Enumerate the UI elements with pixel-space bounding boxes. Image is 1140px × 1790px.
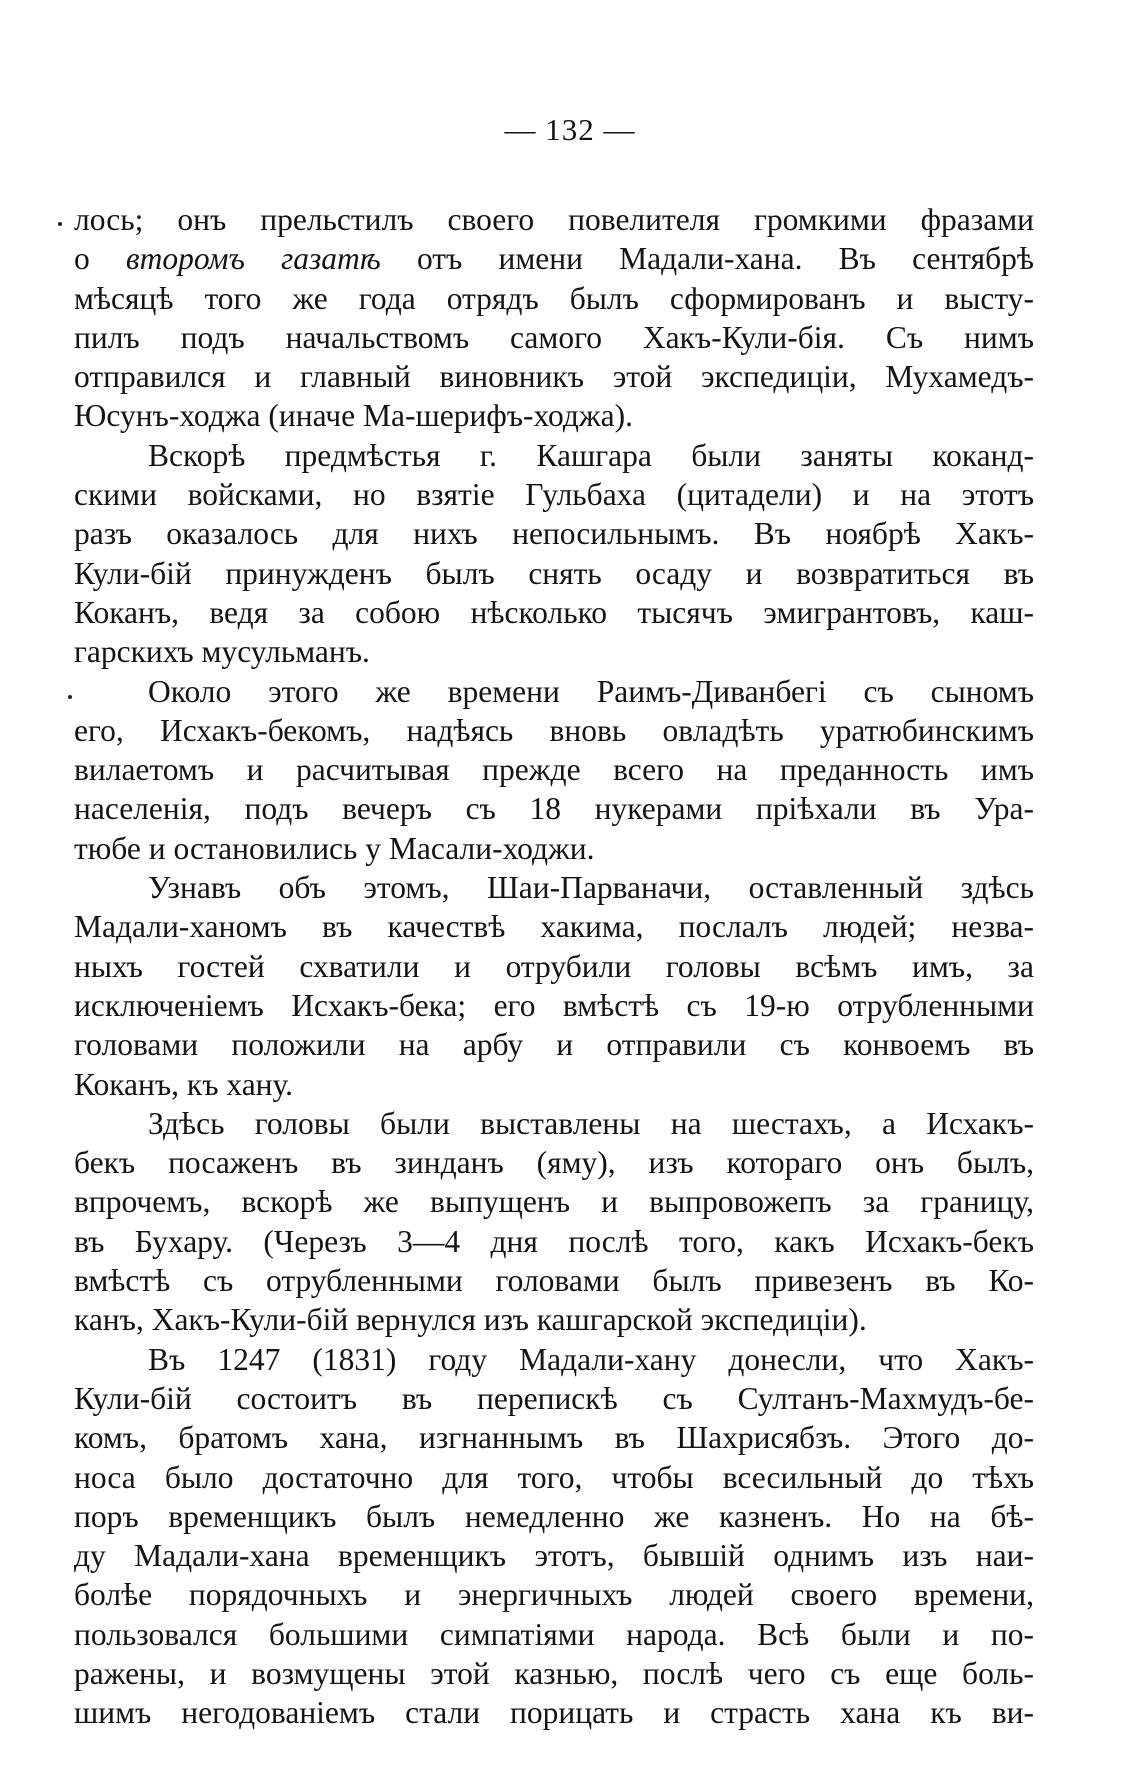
text-line (74, 318, 1034, 357)
text-line (74, 436, 1034, 475)
text-line (74, 514, 1034, 553)
text-line (74, 593, 1034, 632)
text-span: ныхъ гостей схватили и отрубили головы всѣмъ имъ, за (74, 948, 1034, 984)
text-span: лось; онъ прельстилъ своего повелителя громкими фразами (74, 202, 1034, 237)
text-span: Около этого же времени Раимъ-Диванбегі съ сыномъ (148, 673, 1034, 709)
text-span: въ Бухару. (Черезъ 3—4 дня послѣ того, какъ Исхакъ-бекъ (74, 1223, 1034, 1259)
text-line (74, 239, 1034, 278)
text-line (74, 396, 1034, 435)
text-line (74, 475, 1034, 514)
text-span: отъ имени Мадали-хана. Въ сентябрѣ (380, 241, 1034, 277)
text-line (74, 279, 1034, 318)
text-span: вилаетомъ и расчитывая прежде всего на преданность имъ (74, 752, 1034, 788)
body-text (74, 200, 1034, 1733)
text-span: населенія, подъ вечеръ съ 18 нукерами пріѣхали въ Ура- (74, 791, 1034, 827)
text-span: Узнавъ объ этомъ, Шаи-Парваначи, оставленный здѣсь (148, 870, 1034, 906)
text-line (74, 1575, 1034, 1614)
text-line (74, 711, 1034, 750)
text-span: поръ временщикъ былъ немедленно же казненъ. Но на бѣ- (74, 1498, 1034, 1534)
text-line (74, 1261, 1034, 1300)
text-span: вмѣстѣ съ отрубленными головами былъ привезенъ въ Ко- (74, 1263, 1034, 1299)
text-line (74, 750, 1034, 789)
text-span: его, Исхакъ-бекомъ, надѣясь вновь овладѣть уратюбинскимъ (74, 712, 1034, 748)
margin-dot-mark (58, 222, 62, 226)
text-line (74, 1025, 1034, 1064)
text-span: головами положили на арбу и отправили съ конвоемъ въ (74, 1027, 1034, 1063)
text-span: Здѣсь головы были выставлены на шестахъ, а Исхакъ- (148, 1105, 1034, 1141)
text-line (74, 632, 1034, 671)
text-line (74, 1654, 1034, 1693)
text-span: Мадали-ханомъ въ качествѣ хакима, послалъ людей; незва- (74, 909, 1034, 945)
text-span: пилъ подъ начальствомъ самого Хакъ-Кули-бія. Съ нимъ (74, 319, 1034, 355)
text-line (74, 200, 1034, 239)
text-line (74, 986, 1034, 1025)
text-line (74, 1379, 1034, 1418)
text-line (74, 1300, 1034, 1339)
text-line (74, 1065, 1034, 1104)
text-span: скими войсками, но взятіе Гульбаха (цитадели) и на этотъ (74, 477, 1034, 513)
text-span: Кули-бій принужденъ былъ снять осаду и возвратиться въ (74, 555, 1034, 591)
text-span: гарскихъ мусульманъ. (74, 634, 370, 670)
text-span: бекъ посаженъ въ зинданъ (яму), изъ котораго онъ былъ, (74, 1145, 1034, 1181)
text-span: Коканъ, ведя за собою нѣсколько тысячъ эмигрантовъ, каш- (74, 594, 1034, 630)
text-span: ражены, и возмущены этой казнью, послѣ чего съ еще боль- (74, 1655, 1034, 1691)
text-span: тюбе и остановились у Масали-ходжи. (74, 830, 595, 866)
text-span: Вскорѣ предмѣстья г. Кашгара были заняты коканд- (148, 437, 1034, 473)
text-line (74, 1104, 1034, 1143)
text-span: Юсунъ-ходжа (иначе Ма-шерифъ-ходжа). (74, 398, 634, 434)
text-line (74, 672, 1034, 711)
text-line (74, 1458, 1034, 1497)
text-line (74, 1418, 1034, 1457)
text-line (74, 357, 1034, 396)
text-span: комъ, братомъ хана, изгнаннымъ въ Шахрисябзъ. Этого до- (74, 1420, 1034, 1456)
text-span: Коканъ, къ хану. (74, 1066, 294, 1102)
text-span: болѣе порядочныхъ и энергичныхъ людей своего времени, (74, 1577, 1034, 1613)
text-line (74, 829, 1034, 868)
text-line (74, 1693, 1034, 1732)
text-span: ду Мадали-хана временщикъ этотъ, бывшій однимъ изъ наи- (74, 1538, 1034, 1574)
text-line (74, 1143, 1034, 1182)
text-line (74, 789, 1034, 828)
text-line (74, 907, 1034, 946)
text-span: мѣсяцѣ того же года отрядъ былъ сформированъ и высту- (74, 280, 1034, 316)
text-line (74, 1615, 1034, 1654)
text-line (74, 554, 1034, 593)
text-line (74, 1222, 1034, 1261)
text-span: пользовался большими симпатіями народа. Всѣ были и по- (74, 1616, 1034, 1652)
text-span: Кули-бій состоитъ въ перепискѣ съ Султанъ-Махмудъ-бе- (74, 1380, 1034, 1416)
text-span: исключеніемъ Исхакъ-бека; его вмѣстѣ съ 19-ю отрубленными (74, 987, 1034, 1023)
text-span: о (74, 241, 126, 277)
text-line (74, 1536, 1034, 1575)
text-span: канъ, Хакъ-Кули-бій вернулся изъ кашгарской экспедиціи). (74, 1302, 867, 1338)
text-line (74, 1340, 1034, 1379)
text-span: Въ 1247 (1831) году Мадали-хану донесли, что Хакъ- (148, 1341, 1034, 1377)
text-line (74, 947, 1034, 986)
page-number: — 132 — (504, 112, 636, 147)
text-span: носа было достаточно для того, чтобы всесильный до тѣхъ (74, 1459, 1034, 1495)
text-span: отправился и главный виновникъ этой экспедиціи, Мухамедъ- (74, 359, 1034, 395)
text-span: разъ оказалось для нихъ непосильнымъ. Въ ноябрѣ Хакъ- (74, 516, 1034, 552)
italic-text: второмъ газатѣ (125, 241, 381, 277)
text-line (74, 1182, 1034, 1221)
text-span: впрочемъ, вскорѣ же выпущенъ и выпровожепъ за границу, (74, 1184, 1034, 1220)
text-line (74, 868, 1034, 907)
text-line (74, 1497, 1034, 1536)
text-span: шимъ негодованіемъ стали порицать и страсть хана къ ви- (74, 1695, 1034, 1731)
margin-dot-mark (68, 695, 72, 699)
